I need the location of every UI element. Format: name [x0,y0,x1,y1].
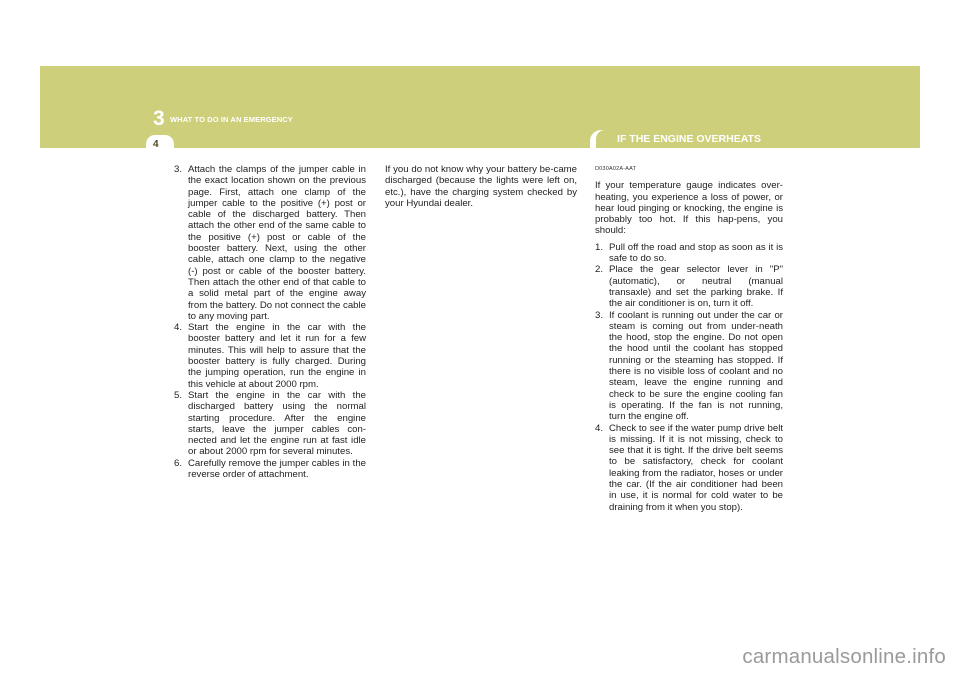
column-jump-start-steps [174,164,366,480]
step-text: Carefully remove the jumper cables in the reverse order of attachment. [188,457,366,481]
step-text: Check to see if the water pump drive belt is missing. If it is not missing, check to see that it is tight. If the drive belt seems to be satisfactory, check for coolant leaking from the radiator, hoses or under the car. (If the air conditioner had been in use, it is normal for cold water to be draining from it when you stop). [609,422,783,513]
list-item [595,423,783,513]
step-number: 5. [174,389,183,401]
step-number: 3. [174,164,183,175]
list-item [595,242,783,265]
list-item [174,458,366,481]
column-battery-note [385,164,577,209]
battery-note-paragraph: If you do not know why your battery be-came discharged (because the lights were left on, etc.), have the charging system checked by your Hyundai dealer. [385,164,577,209]
list-item [595,264,783,309]
step-number: 3. [595,309,604,321]
step-number: 4. [174,322,183,334]
step-number: 1. [595,241,604,253]
step-text: Pull off the road and stop as soon as it is safe to do so. [609,241,783,265]
step-text: Start the engine in the car with the discharged battery using the normal starting procedure. After the engine starts, leave the jumper cables con-nected and let the engine run at fast idle or about 2000 rpm for several minutes. [188,389,366,458]
list-item [174,322,366,390]
section-code: D030A02A-AAT [595,166,637,172]
page-number-tab [146,135,174,153]
header-band [40,66,920,148]
watermark: carmanualsonline.info [742,645,946,668]
step-number: 4. [595,422,604,434]
section-title: IF THE ENGINE OVERHEATS [596,130,782,148]
page-number: 4 [153,139,159,150]
column-overheat [595,164,783,513]
step-number: 6. [174,457,183,469]
list-item [174,164,366,322]
overheat-intro: If your temperature gauge indicates over-heating, you experience a loss of power, or hear loud pinging or knocking, the engine is probably too hot. If this hap-pens, you should: [595,180,783,237]
chapter-title: WHAT TO DO IN AN EMERGENCY [170,115,293,124]
chapter-number: 3 [153,107,165,130]
step-text: Start the engine in the car with the booster battery and let it run for a few minutes. This will help to assure that the booster battery is fully charged. During the jumping operation, run the engine in this vehicle at about 2000 rpm. [188,322,366,390]
step-text: Attach the clamps of the jumper cable in the exact location shown on the previous page. First, attach one clamp of the jumper cable to the positive (+) post or cable of the discharged battery. Then attach the other end of the same cable to the positive (+) post or cable of the booster battery. Next, using the other cable, attach one clamp to the negative (-) post or cable of the booster battery. Then attach the other end of that cable to a solid metal part of the engine away from the battery. Do not connect the cable to any moving part. [188,164,366,322]
step-number: 2. [595,264,604,276]
step-text: Place the gear selector lever in "P" (automatic), or neutral (manual transaxle) and set the parking brake. If the air conditioner is on, turn it off. [609,264,783,310]
step-text: If coolant is running out under the car or steam is coming out from under-neath the hood, stop the engine. Do not open the hood until the coolant has stopped running or the steaming has stopped. If there is no visible loss of coolant and no steam, leave the engine running and check to be sure the engine cooling fan is operating. If the fan is not running, turn the engine off. [609,309,783,423]
list-item [595,310,783,423]
list-item [174,390,366,458]
